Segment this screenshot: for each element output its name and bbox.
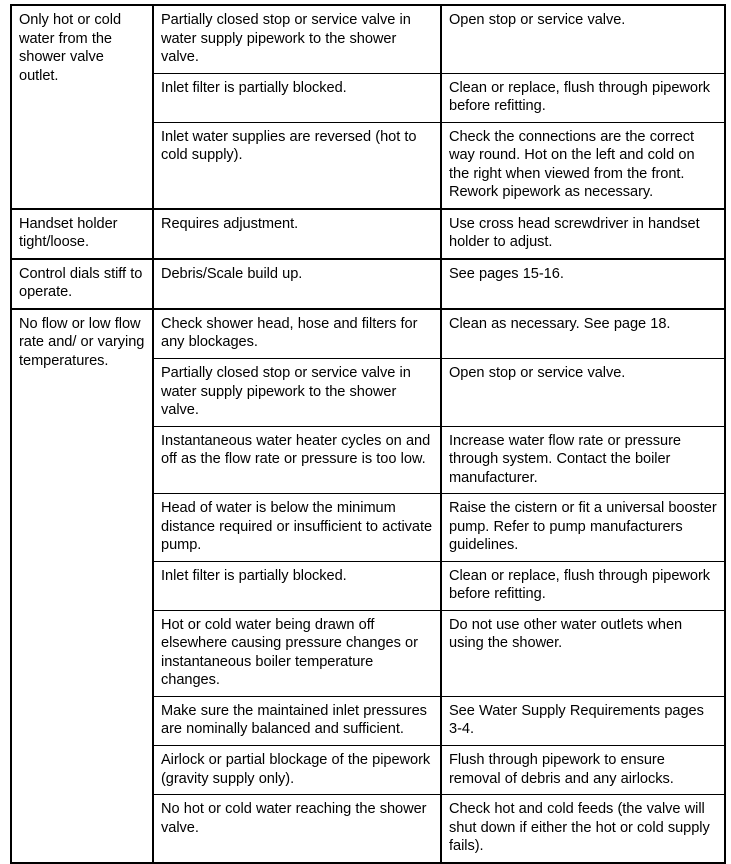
remedy-text: Check hot and cold feeds (the valve will shut down if either the hot or cold supply fails).: [449, 801, 710, 855]
remedy-cell: [441, 795, 725, 863]
remedy-text: Clean or replace, flush through pipework before refitting.: [449, 79, 711, 115]
cause-text: Airlock or partial blockage of the pipework (gravity supply only).: [161, 752, 431, 787]
cause-cell: [153, 259, 441, 309]
symptom-cell: [11, 309, 153, 863]
remedy-text: Check the connections are the correct way round. Hot on the left and cold on the right when viewed from the front. Rework pipework as necessary.: [449, 128, 695, 201]
remedy-cell: [441, 426, 725, 494]
remedy-cell: [441, 696, 725, 745]
cause-text: No hot or cold water reaching the shower valve.: [161, 801, 427, 836]
cause-cell: [153, 746, 441, 795]
symptom-text: Handset holder tight/loose.: [19, 215, 118, 251]
table-row: [11, 259, 725, 309]
cause-cell: [153, 494, 441, 562]
symptom-text: Control dials stiff to operate.: [19, 265, 143, 301]
cause-cell: [153, 73, 441, 122]
cause-text: Make sure the maintained inlet pressures are nominally balanced and sufficient.: [161, 702, 427, 738]
cause-cell: [153, 610, 441, 696]
symptom-cell: [11, 259, 153, 309]
cause-text: Inlet water supplies are reversed (hot to cold supply).: [161, 128, 417, 164]
table-row: [11, 209, 725, 259]
symptom-cell: [11, 209, 153, 259]
cause-cell: [153, 209, 441, 259]
cause-text: Requires adjustment.: [161, 215, 299, 232]
remedy-text: Clean as necessary. See page 18.: [449, 315, 671, 332]
remedy-cell: [441, 259, 725, 309]
remedy-text: Use cross head screwdriver in handset holder to adjust.: [449, 215, 700, 251]
troubleshooting-table: [10, 4, 726, 864]
cause-text: Hot or cold water being drawn off elsewhere causing pressure changes or instantaneous boiler temperature changes.: [161, 616, 418, 689]
cause-text: Head of water is below the minimum distance required or insufficient to activate pump.: [161, 500, 433, 554]
remedy-cell: [441, 122, 725, 209]
cause-text: Inlet filter is partially blocked.: [161, 567, 347, 584]
cause-cell: [153, 122, 441, 209]
remedy-text: See Water Supply Requirements pages 3-4.: [449, 702, 704, 738]
remedy-cell: [441, 610, 725, 696]
remedy-cell: [441, 5, 725, 73]
symptom-cell: [11, 5, 153, 209]
cause-cell: [153, 426, 441, 494]
remedy-cell: [441, 494, 725, 562]
remedy-cell: [441, 561, 725, 610]
cause-cell: [153, 795, 441, 863]
remedy-text: Increase water flow rate or pressure through system. Contact the boiler manufacturer.: [449, 432, 681, 486]
remedy-cell: [441, 309, 725, 359]
symptom-text: Only hot or cold water from the shower valve outlet.: [19, 12, 122, 84]
remedy-text: Open stop or service valve.: [449, 364, 626, 381]
remedy-cell: [441, 73, 725, 122]
cause-cell: [153, 561, 441, 610]
cause-cell: [153, 5, 441, 73]
cause-text: Partially closed stop or service valve in water supply pipework to the shower valve.: [161, 12, 411, 66]
cause-text: Check shower head, hose and filters for any blockages.: [161, 315, 418, 351]
remedy-cell: [441, 358, 725, 426]
remedy-text: Raise the cistern or fit a universal booster pump. Refer to pump manufacturers guidelines.: [449, 500, 717, 554]
remedy-text: Flush through pipework to ensure removal of debris and any airlocks.: [449, 752, 674, 787]
symptom-text: No flow or low flow rate and/ or varying temperatures.: [19, 315, 145, 369]
table-row: [11, 309, 725, 359]
cause-text: Partially closed stop or service valve in water supply pipework to the shower valve.: [161, 364, 411, 419]
remedy-text: Open stop or service valve.: [449, 12, 626, 28]
table-row: [11, 5, 725, 73]
cause-cell: [153, 358, 441, 426]
remedy-text: Clean or replace, flush through pipework before refitting.: [449, 567, 711, 603]
cause-text: Inlet filter is partially blocked.: [161, 79, 347, 96]
remedy-text: See pages 15-16.: [449, 265, 564, 282]
cause-cell: [153, 696, 441, 745]
remedy-cell: [441, 746, 725, 795]
remedy-text: Do not use other water outlets when using the shower.: [449, 616, 683, 652]
cause-text: Debris/Scale build up.: [161, 265, 303, 282]
cause-cell: [153, 309, 441, 359]
remedy-cell: [441, 209, 725, 259]
cause-text: Instantaneous water heater cycles on and off as the flow rate or pressure is too low.: [161, 432, 431, 468]
